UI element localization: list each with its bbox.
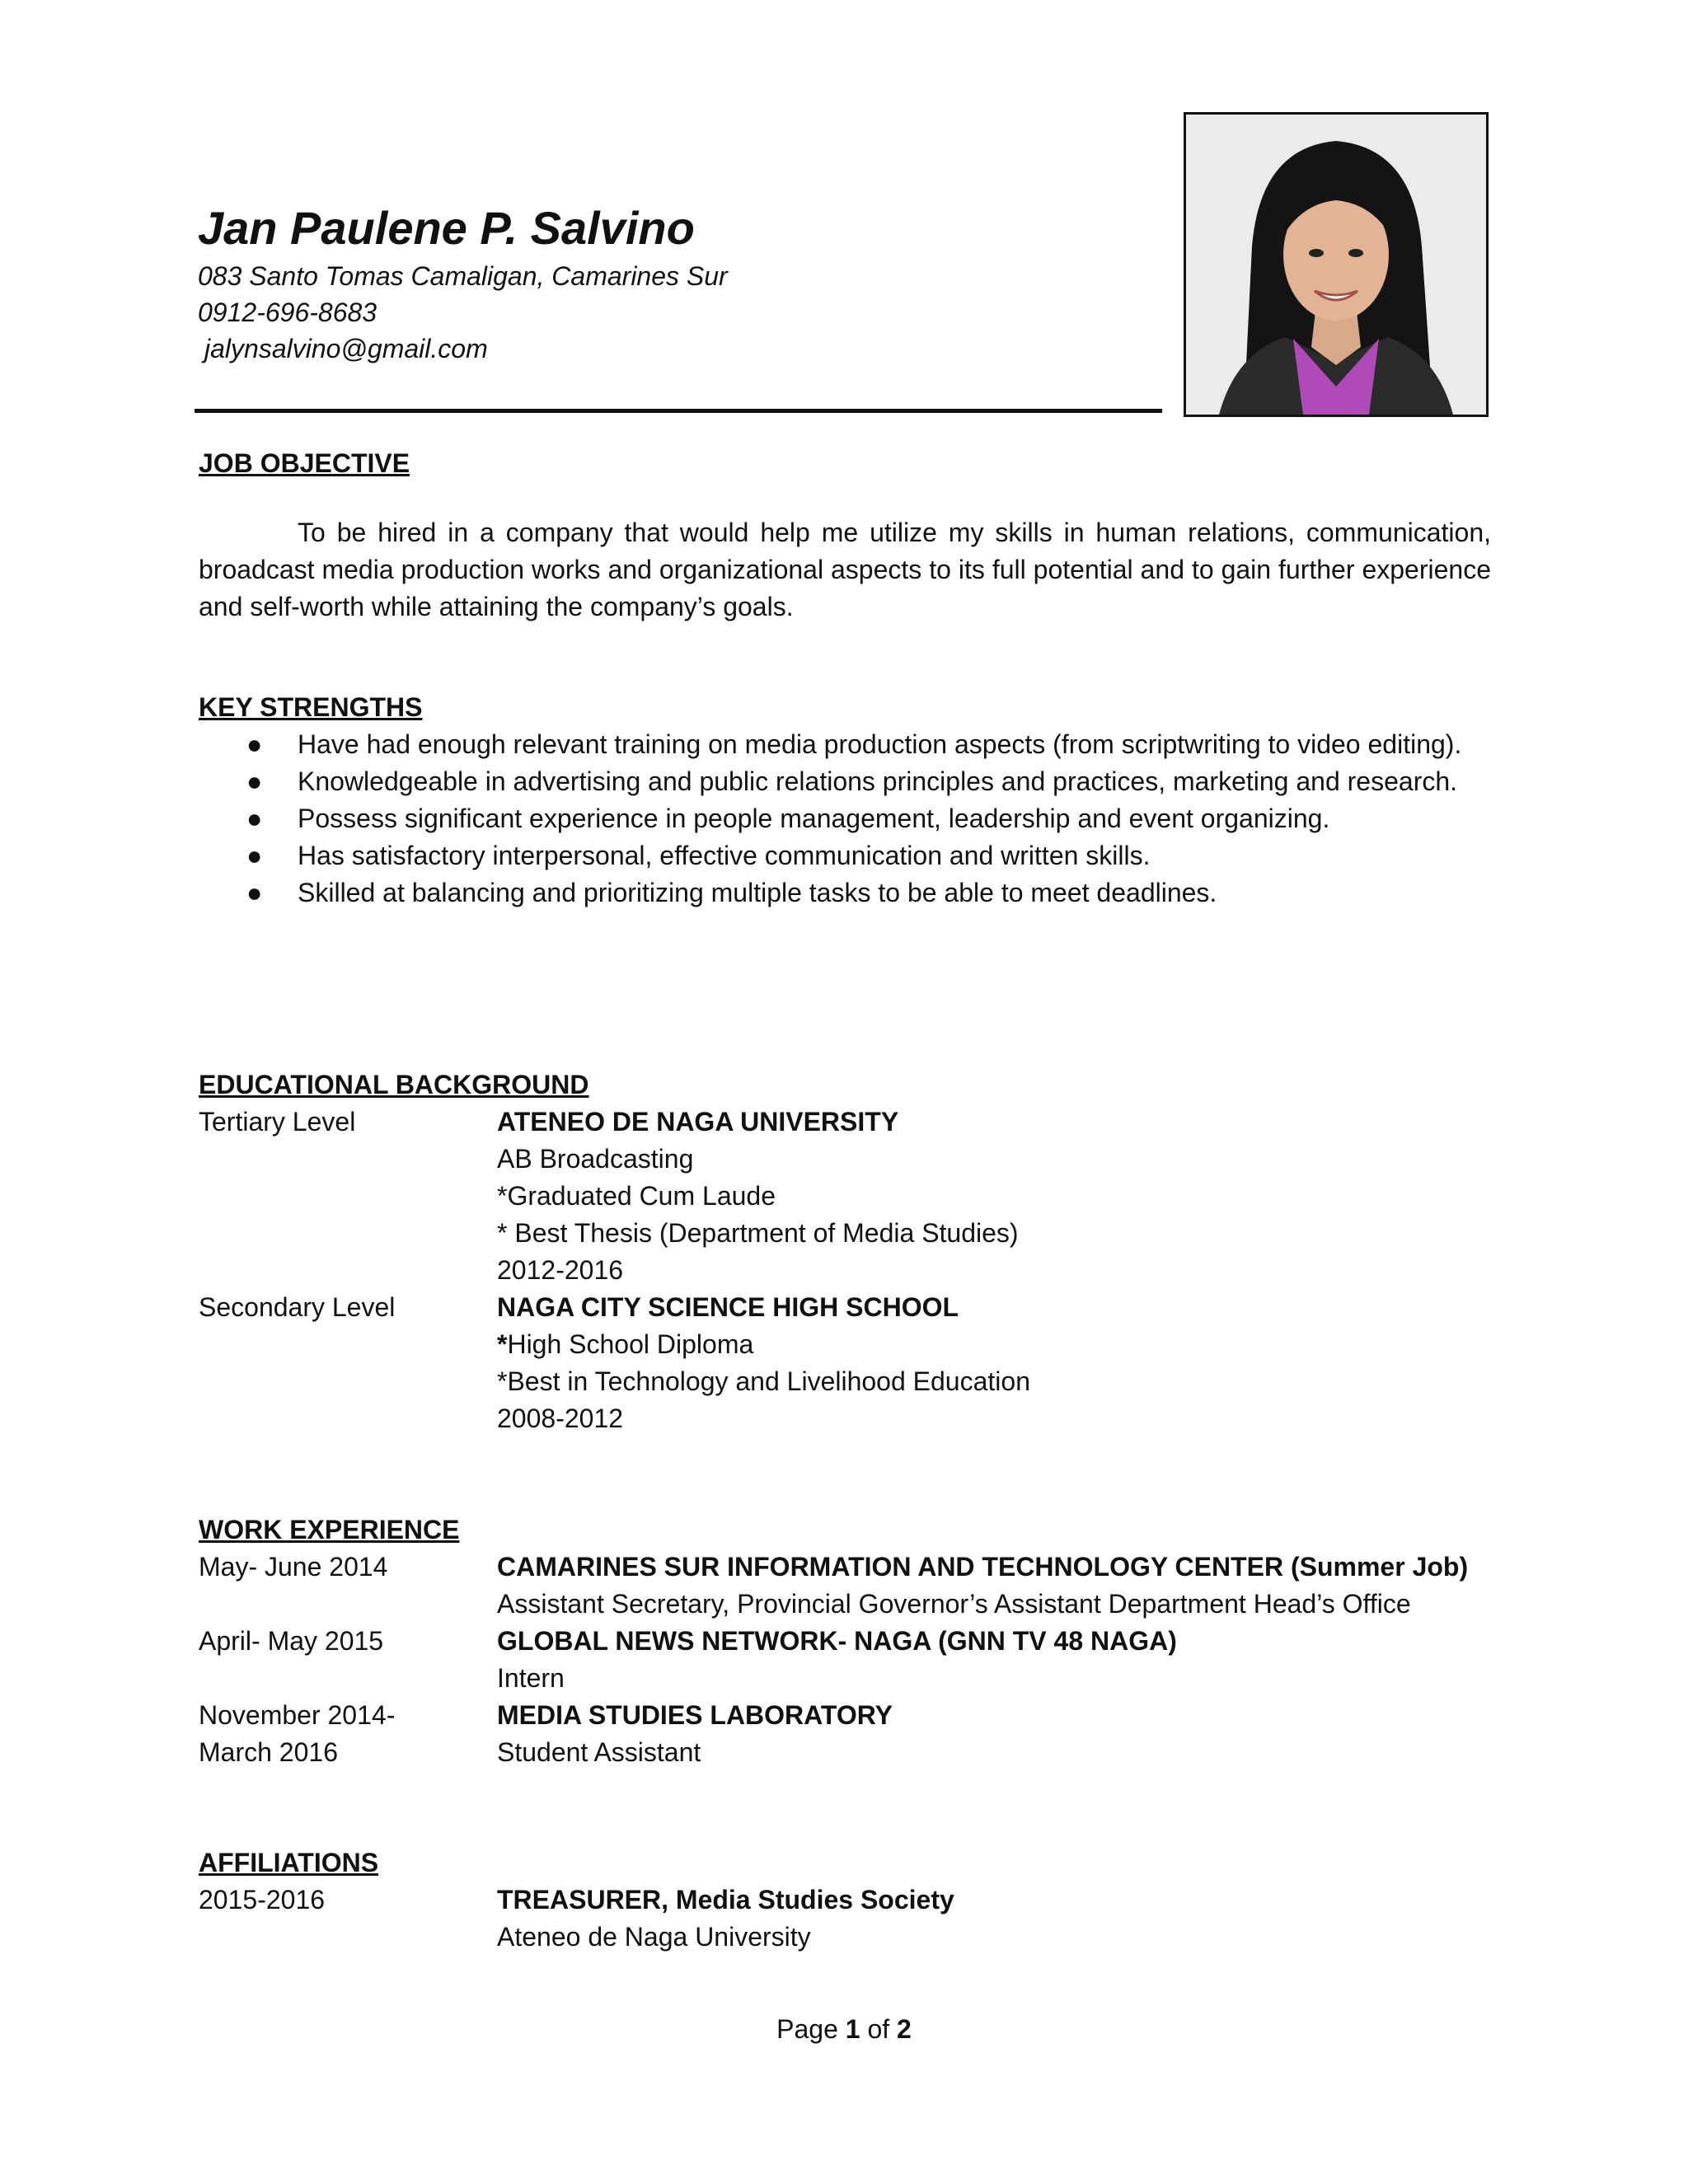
job-organization: GLOBAL NEWS NETWORK- NAGA (GNN TV 48 NAGA) [497, 1626, 1177, 1656]
diploma-text: High School Diploma [507, 1329, 754, 1359]
total-pages: 2 [897, 2014, 912, 2044]
header-divider [195, 409, 1162, 413]
affiliations-heading: AFFILIATIONS [199, 1848, 379, 1877]
diploma-asterisk: * [497, 1329, 508, 1359]
bullet-icon: ● [246, 841, 263, 870]
list-item: ● Has satisfactory interpersonal, effective communication and written skills. [199, 837, 1491, 874]
key-strengths-heading: KEY STRENGTHS [199, 692, 423, 722]
secondary-school: NAGA CITY SCIENCE HIGH SCHOOL [497, 1292, 959, 1322]
tertiary-years: 2012-2016 [497, 1255, 624, 1285]
job-role: Student Assistant [497, 1737, 701, 1767]
education-heading: EDUCATIONAL BACKGROUND [199, 1070, 589, 1099]
list-item: ● Skilled at balancing and prioritizing multiple tasks to be able to meet deadlines. [199, 874, 1491, 912]
job-date: April- May 2015 [199, 1626, 384, 1656]
tertiary-degree: AB Broadcasting [497, 1144, 694, 1174]
job-role: Assistant Secretary, Provincial Governor’s Assistant Department Head’s Office [497, 1589, 1411, 1619]
secondary-award: *Best in Technology and Livelihood Education [497, 1366, 1030, 1396]
tertiary-label: Tertiary Level [199, 1107, 356, 1137]
bullet-icon: ● [246, 766, 263, 796]
job-organization: CAMARINES SUR INFORMATION AND TECHNOLOGY CENTER (Summer Job) [497, 1552, 1469, 1582]
affiliation-role: TREASURER, Media Studies Society [497, 1885, 954, 1915]
applicant-name: Jan Paulene P. Salvino [198, 202, 695, 254]
job-objective-text: To be hired in a company that would help me utilize my skills in human relations, communication, broadcast media production works and organizational aspects to its full potential and to gain further experience and self-worth while attaining the company’s goals. [199, 518, 1491, 621]
tertiary-school: ATENEO DE NAGA UNIVERSITY [497, 1107, 899, 1137]
list-item: ● Knowledgeable in advertising and public relations principles and practices, marketing and research. [199, 763, 1491, 800]
phone: 0912-696-8683 [198, 298, 377, 327]
affiliation-organization: Ateneo de Naga University [497, 1922, 811, 1952]
job-objective-heading: JOB OBJECTIVE [199, 448, 410, 478]
bullet-icon: ● [246, 729, 263, 759]
job-role: Intern [497, 1663, 565, 1693]
list-item: ● Have had enough relevant training on media production aspects (from scriptwriting to video editing). [199, 726, 1491, 763]
applicant-photo [1184, 112, 1489, 417]
affiliation-date: 2015-2016 [199, 1885, 326, 1915]
job-date: November 2014- [199, 1700, 396, 1730]
bullet-icon: ● [246, 804, 263, 833]
secondary-label: Secondary Level [199, 1292, 396, 1322]
tertiary-honor: *Graduated Cum Laude [497, 1181, 776, 1211]
secondary-diploma [497, 1326, 753, 1363]
page-number: Page 1 of 2 [776, 2014, 912, 2044]
tertiary-award: * Best Thesis (Department of Media Studies) [497, 1218, 1019, 1248]
email: jalynsalvino@gmail.com [204, 334, 488, 363]
secondary-years: 2008-2012 [497, 1404, 624, 1433]
address: 083 Santo Tomas Camaligan, Camarines Sur [198, 261, 728, 291]
current-page: 1 [845, 2014, 860, 2044]
job-organization: MEDIA STUDIES LABORATORY [497, 1700, 893, 1730]
job-date-end: March 2016 [199, 1737, 338, 1767]
work-experience-heading: WORK EXPERIENCE [199, 1515, 460, 1544]
portrait-image [1186, 115, 1486, 415]
list-item: ● Possess significant experience in people management, leadership and event organizing. [199, 800, 1491, 837]
job-date: May- June 2014 [199, 1552, 388, 1582]
key-strengths-list [199, 726, 1491, 912]
bullet-icon: ● [246, 878, 263, 907]
